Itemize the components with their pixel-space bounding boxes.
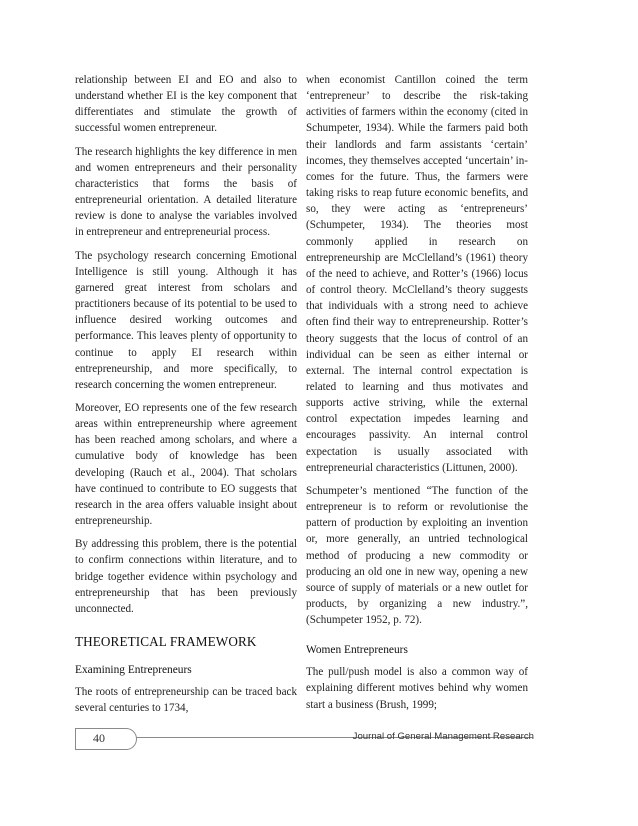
paragraph: The roots of entrepreneurship can be traced back several centuries to 1734, (75, 686, 297, 715)
page-number: 40 (93, 731, 105, 745)
paragraph: The psychology research concerning Emotional Intelligence is still young. Although it has garnered great interest from scholars and practitioners because of its potential to be used to influence desired working outcomes and performance. This leaves plenty of opportunity to continue to apply EI research within entrepreneurship, and more specifically, to research concerning the women entrepreneur. (75, 249, 297, 391)
section-heading: THEORETICAL FRAMEWORK (75, 634, 257, 649)
subheading-women-entrepreneurs: Women Entrepreneurs (306, 644, 408, 657)
page-number-tab (75, 728, 137, 750)
paragraph: relationship between EI and EO and also to understand whether EI is the key component that differentiates and stimulate the growth of successful women entrepreneur. (75, 74, 297, 135)
journal-name: Journal of General Management Research (352, 731, 534, 742)
paragraph: when economist Cantillon coined the term ‘entrepreneur’ to describe the risk-taking activities of farmers within the economy (cited in Schumpeter, 1934). While the farmers paid both their landlords and farm assistants ‘certain’ incomes, they themselves accepted ‘uncertain’ in-comes for the future. Thus, the farmers were taking risks to reap future economic benefits, and so, they were acting as ‘entrepreneurs’ (Schumpeter, 1934). The theories most commonly applied in research on entrepreneurship are McClelland’s (1961) theory of the need to achieve, and Rotter’s (1966) locus of control theory. McClelland’s theory suggests that individuals with a strong need to achieve often find their way to entrepreneurship. Rotter’s theory suggests that the locus of control of an individual can be seen as either internal or external. The internal control expectation is related to learning and thus motivates and supports active striving, while the external control expectation impedes learning and encourages passivity. An internal control expectation is usually associated with entrepreneurial characteristics (Littunen, 2000). (306, 74, 528, 474)
paragraph: By addressing this problem, there is the potential to confirm connections within literature, and to bridge together evidence within psychology and entrepreneurship that has been previously unconnected. (75, 538, 297, 615)
paragraph: Moreover, EO represents one of the few research areas within entrepreneurship where agreement has been reached among scholars, and where a cumulative body of knowledge has been developing (Rauch et al., 2004). That scholars have continued to contribute to EO suggests that research in the area offers valuable insight about entrepreneurship. (75, 401, 297, 528)
paragraph: The pull/push model is also a common way of explaining different motives behind why women start a business (Brush, 1999; (306, 666, 528, 711)
subheading-examining-entrepreneurs: Examining Entrepreneurs (75, 664, 192, 676)
right-column (306, 72, 528, 720)
paragraph: The research highlights the key difference in men and women entrepreneurs and their personality characteristics that forms the basis of entrepreneurial orientation. A detailed literature review is done to analyse the variables involved in entrepreneur and entrepreneurial process. (75, 145, 297, 239)
left-column (75, 72, 297, 723)
paragraph: Schumpeter’s mentioned “The function of the entrepreneur is to reform or revolutionise the pattern of production by exploiting an invention or, more generally, an untried technological method of producing a new commodity or producing an old one in new way, opening a new source of supply of materials or a new outlet for products, by organizing a new industry.”, (Schumpeter 1952, p. 72). (306, 484, 528, 627)
